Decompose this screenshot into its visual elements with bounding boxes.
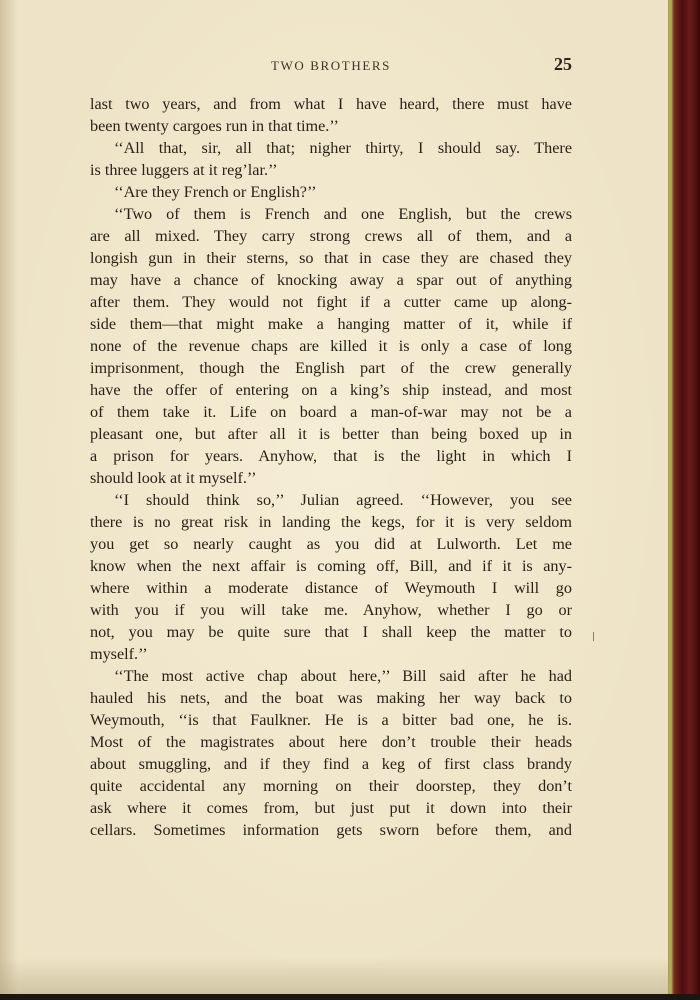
text-line: is three luggers at it reg’lar.’’	[90, 161, 278, 179]
text-line: ‘‘I should think so,’’ Julian agreed. ‘‘However, you see	[114, 491, 572, 509]
text-line: ‘‘All that, sir, all that; nigher thirty, I should say. There	[114, 139, 572, 157]
text-line: where within a moderate distance of Weymouth I will go	[90, 579, 572, 597]
text-line: of them take it. Life on board a man-of-war may not be a	[90, 403, 572, 421]
text-line: may have a chance of knocking away a spar out of anything	[90, 271, 572, 289]
text-line: imprisonment, though the English part of the crew generally	[90, 359, 572, 377]
text-line: are all mixed. They carry strong crews all of them, and a	[90, 227, 572, 245]
text-line: ‘‘The most active chap about here,’’ Bill said after he had	[114, 667, 572, 685]
page-gutter-shadow	[0, 0, 18, 994]
text-line: you get so nearly caught as you did at Lulworth. Let me	[90, 535, 572, 553]
text-line: Weymouth, ‘‘is that Faulkner. He is a bitter bad one, he is.	[90, 711, 572, 729]
text-line: have the offer of entering on a king’s ship instead, and most	[90, 381, 572, 399]
page-header	[90, 54, 572, 80]
text-line: pleasant one, but after all it is better than being boxed up in	[90, 425, 572, 443]
text-line: about smuggling, and if they find a keg of first class brandy	[90, 755, 572, 773]
text-line: with you if you will take me. Anyhow, whether I go or	[90, 601, 572, 619]
pencil-mark	[593, 632, 594, 641]
text-line: side them—that might make a hanging matter of it, while if	[90, 315, 572, 333]
scan-bottom-edge	[0, 994, 700, 1000]
text-line: Most of the magistrates about here don’t trouble their heads	[90, 733, 572, 751]
text-line: ‘‘Two of them is French and one English, but the crews	[114, 205, 572, 223]
text-line: know when the next affair is coming off, Bill, and if it is any-	[90, 557, 572, 575]
text-line: quite accidental any morning on their doorstep, they don’t	[90, 777, 572, 795]
book-spine-edge	[668, 0, 700, 1000]
text-line: ‘‘Are they French or English?’’	[114, 183, 317, 201]
text-line: ask where it comes from, but just put it down into their	[90, 799, 572, 817]
text-line: a prison for years. Anyhow, that is the light in which I	[90, 447, 572, 465]
page-number: 25	[554, 54, 572, 74]
text-line: there is no great risk in landing the kegs, for it is very seldom	[90, 513, 572, 531]
page-bottom-shadow	[0, 958, 668, 994]
text-line: myself.’’	[90, 645, 148, 663]
text-line: been twenty cargoes run in that time.’’	[90, 117, 339, 135]
text-line: should look at it myself.’’	[90, 469, 257, 487]
text-line: hauled his nets, and the boat was making her way back to	[90, 689, 572, 707]
running-head: TWO BROTHERS	[271, 58, 391, 73]
text-line: last two years, and from what I have heard, there must have	[90, 95, 572, 113]
text-line: after them. They would not fight if a cutter came up along-	[90, 293, 572, 311]
body-text	[90, 93, 572, 841]
text-line: longish gun in their sterns, so that in case they are chased they	[90, 249, 572, 267]
text-line: not, you may be quite sure that I shall keep the matter to	[90, 623, 572, 641]
text-line: cellars. Sometimes information gets sworn before them, and	[90, 821, 572, 839]
text-line: none of the revenue chaps are killed it is only a case of long	[90, 337, 572, 355]
